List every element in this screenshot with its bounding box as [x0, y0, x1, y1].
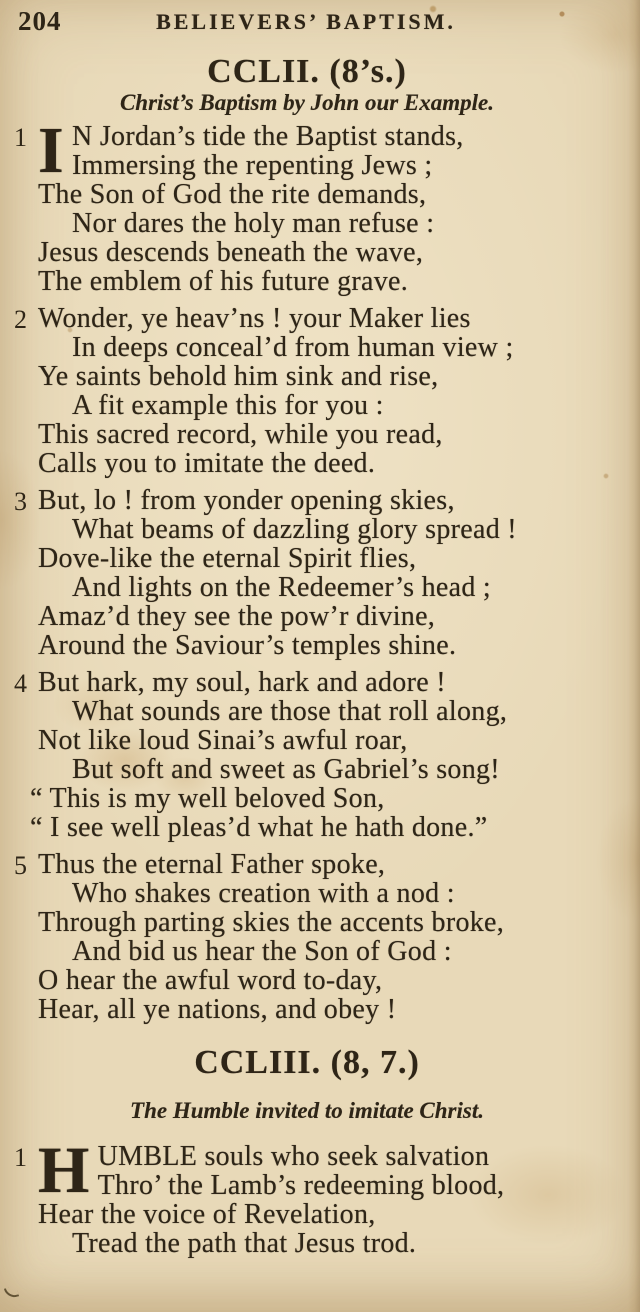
verse-line: Hear the voice of Revelation,	[38, 1199, 376, 1230]
verse-line: Ye saints behold him sink and rise,	[38, 361, 439, 392]
ink-speck	[4, 1286, 19, 1300]
hymn-section-ccliii	[0, 1032, 640, 1258]
verse-line: What sounds are those that roll along,	[72, 696, 508, 727]
stanza	[14, 304, 640, 478]
stanza	[14, 114, 640, 297]
dropcap-letter: H	[38, 1134, 90, 1207]
verse-line: In deeps conceal’d from human view ;	[72, 332, 514, 363]
verse-line: Calls you to imitate the deed.	[38, 448, 376, 479]
verse-line: Nor dares the holy man refuse :	[72, 208, 435, 239]
page-number: 204	[18, 6, 62, 36]
verse-line: But hark, my soul, hark and adore !	[38, 667, 446, 698]
hymn-section-cclii	[0, 38, 640, 1024]
verse-line: Around the Saviour’s temples shine.	[38, 630, 457, 661]
verse-line: What beams of dazzling glory spread !	[72, 514, 517, 545]
verse-line: Hear, all ye nations, and obey !	[38, 994, 397, 1025]
hymn-subtitle: Christ’s Baptism by John our Example.	[119, 90, 495, 115]
verse-line: “ I see well pleas’d what he hath done.”	[30, 812, 488, 843]
stanza-number: 2	[14, 305, 27, 334]
verse-line: Jesus descends beneath the wave,	[38, 237, 424, 268]
verse-line: Who shakes creation with a nod :	[72, 878, 455, 909]
stanza-number: 1	[14, 1143, 27, 1172]
verse-line: Wonder, ye heav’ns ! your Maker lies	[38, 303, 471, 334]
dropcap-letter: I	[38, 114, 64, 187]
stanza	[14, 850, 640, 1024]
stanza	[14, 486, 640, 660]
verse-line: The Son of God the rite demands,	[38, 179, 427, 210]
verse-line: Dove-like the eternal Spirit flies,	[38, 543, 417, 574]
verse-line: “ This is my well beloved Son,	[30, 783, 385, 814]
stanza-body	[30, 667, 640, 843]
stanza-body	[38, 486, 640, 660]
verse-line: And lights on the Redeemer’s head ;	[72, 572, 492, 603]
verse-line: This sacred record, while you read,	[38, 419, 443, 450]
running-header-title: BELIEVERS’ BAPTISM.	[156, 9, 456, 34]
stanza	[14, 1134, 640, 1259]
hymn-subtitle: The Humble invited to imitate Christ.	[130, 1098, 484, 1123]
verse-line: Thro’ the Lamb’s redeeming blood,	[97, 1170, 505, 1201]
verse-line: HUMBLE souls who seek salvation	[38, 1134, 490, 1207]
stanza-body	[38, 304, 640, 478]
stanza-body	[38, 114, 640, 297]
stanza-body	[38, 1134, 640, 1259]
stanza-body	[38, 850, 640, 1024]
verse-line: Thus the eternal Father spoke,	[38, 849, 386, 880]
verse-line: Immersing the repenting Jews ;	[72, 150, 433, 181]
verse-line: But soft and sweet as Gabriel’s song!	[72, 754, 500, 785]
verse-line: I N Jordan’s tide the Baptist stands,	[38, 114, 464, 187]
verse-line: Amaz’d they see the pow’r divine,	[38, 601, 436, 632]
page-header	[0, 0, 640, 38]
verse-line: The emblem of his future grave.	[38, 266, 409, 297]
hymn-number-title: CCLII. (8’s.)	[207, 53, 407, 90]
stanza-list	[0, 1124, 640, 1258]
stanza-number: 1	[14, 123, 27, 152]
verse-line: And bid us hear the Son of God :	[72, 936, 452, 967]
stanza	[14, 668, 640, 842]
verse-line: Through parting skies the accents broke,	[38, 907, 505, 938]
stanza-number: 4	[14, 669, 27, 698]
verse-line: A fit example this for you :	[72, 390, 384, 421]
verse-line: But, lo ! from yonder opening skies,	[38, 485, 455, 516]
stanza-number: 3	[14, 487, 27, 516]
hymn-number-title: CCLIII. (8, 7.)	[194, 1044, 420, 1081]
verse-line: O hear the awful word to-day,	[38, 965, 383, 996]
stanza-number: 5	[14, 851, 27, 880]
stanza-list	[0, 116, 640, 1024]
verse-line: Not like loud Sinai’s awful roar,	[38, 725, 408, 756]
verse-line: Tread the path that Jesus trod.	[72, 1228, 417, 1259]
